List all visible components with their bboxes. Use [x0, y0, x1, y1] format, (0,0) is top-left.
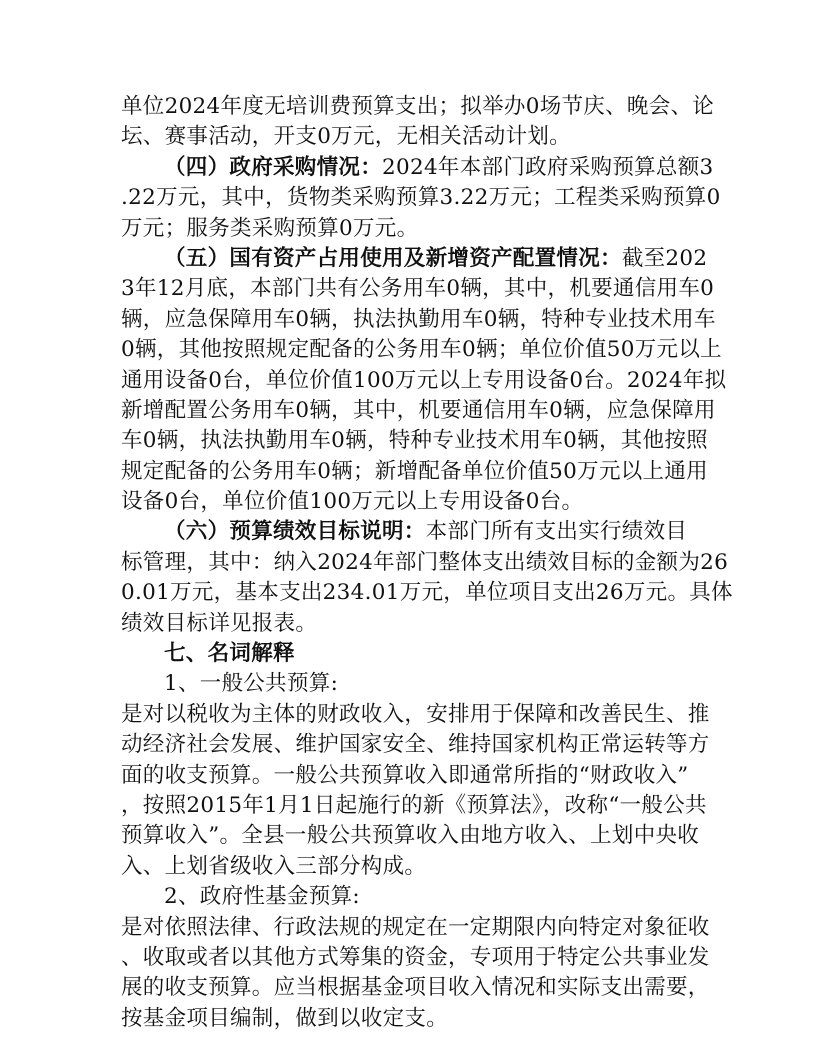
body-text: 预算收入”。全县一般公共预算收入由地方收入、上划中央收 [121, 823, 700, 849]
text-line [121, 761, 701, 791]
text-line [121, 183, 721, 213]
text-line [121, 274, 715, 304]
text-line [121, 366, 727, 396]
body-text: 规定配备的公务用车0辆；新增配备单位价值50万元以上通用 [121, 458, 708, 484]
bold-heading-text: （六）预算绩效目标说明： [164, 519, 426, 545]
body-text: 按基金项目编制，做到以收定支。 [121, 1005, 449, 1031]
body-text: 万元；服务类采购预算0万元。 [121, 215, 419, 241]
body-text: 0辆，其他按照规定配备的公务用车0辆；单位价值50万元以上 [121, 337, 722, 363]
text-line [121, 92, 715, 122]
text-line [121, 943, 710, 973]
body-text: 、收取或者以其他方式筹集的资金，专项用于特定公共事业发 [121, 944, 710, 970]
body-text: 1、一般公共预算: [164, 671, 339, 697]
body-text: 设备0台，单位价值100万元以上专用设备0台。 [121, 489, 584, 515]
body-text: 通用设备0台，单位价值100万元以上专用设备0台。2024年拟 [121, 367, 727, 393]
text-line [121, 457, 708, 487]
body-text: .22万元，其中，货物类采购预算3.22万元；工程类采购预算0 [121, 185, 721, 211]
body-text: 车0辆，执法执勤用车0辆，特种专业技术用车0辆，其他按照 [121, 428, 708, 454]
body-text: 标管理，其中：纳入2024年部门整体支出绩效目标的金额为26 [121, 549, 729, 575]
body-text: 新增配置公务用车0辆，其中，机要通信用车0辆，应急保障用 [121, 397, 716, 423]
text-line [121, 396, 716, 426]
text-line [121, 122, 701, 152]
text-line [121, 335, 722, 365]
text-line [121, 487, 701, 517]
text-line [121, 700, 710, 730]
body-text: 入、上划省级收入三部分构成。 [121, 853, 427, 879]
body-text: 2、政府性基金预算: [164, 884, 360, 910]
body-text: 3年12月底，本部门共有公务用车0辆，其中，机要通信用车0 [121, 276, 715, 302]
text-line [121, 1004, 701, 1034]
text-line [121, 609, 701, 639]
text-line [121, 153, 714, 183]
body-text: 单位2024年度无培训费预算支出；拟举办0场节庆、晚会、论 [121, 94, 715, 119]
body-text: 动经济社会发展、维护国家安全、维持国家机构正常运转等方 [121, 732, 710, 758]
bold-heading-text: 七、名词解释 [164, 641, 295, 667]
body-text: 坛、赛事活动，开支0万元，无相关活动计划。 [121, 124, 571, 150]
body-text: 本部门所有支出实行绩效目 [425, 519, 688, 545]
text-line [121, 791, 707, 821]
text-line [121, 639, 701, 669]
body-text: 截至202 [621, 245, 708, 271]
body-text: 是对以税收为主体的财政收入，安排用于保障和改善民生、推 [121, 701, 710, 727]
body-text: ，按照2015年1月1日起施行的新《预算法》，改称“一般公共 [121, 792, 707, 818]
text-line [121, 426, 708, 456]
text-line [121, 730, 710, 760]
text-line [121, 214, 701, 244]
body-text: 面的收支预算。一般公共预算收入即通常所指的“财政收入” [121, 762, 689, 788]
body-text: 是对依照法律、行政法规的规定在一定期限内向特定对象征收 [121, 914, 710, 940]
text-line [121, 244, 708, 274]
text-line [121, 669, 701, 699]
text-line [121, 578, 733, 608]
text-line [121, 973, 710, 1003]
body-text: 绩效目标详见报表。 [121, 610, 318, 636]
text-line [121, 821, 701, 851]
body-text: 2024年本部门政府采购预算总额3 [382, 154, 714, 180]
text-line [121, 913, 710, 943]
bold-heading-text: （四）政府采购情况： [164, 154, 383, 180]
body-text: 展的收支预算。应当根据基金项目收入情况和实际支出需要， [121, 975, 710, 1001]
text-line [121, 882, 701, 912]
body-text: 0.01万元，基本支出234.01万元，单位项目支出26万元。具体 [121, 580, 733, 606]
text-line [121, 548, 729, 578]
text-line [121, 517, 701, 547]
bold-heading-text: （五）国有资产占用使用及新增资产配置情况： [164, 245, 622, 271]
body-text: 辆，应急保障用车0辆，执法执勤用车0辆，特种专业技术用车 [121, 306, 716, 332]
text-line [121, 852, 701, 882]
text-line [121, 305, 716, 335]
document-page [121, 92, 733, 1034]
